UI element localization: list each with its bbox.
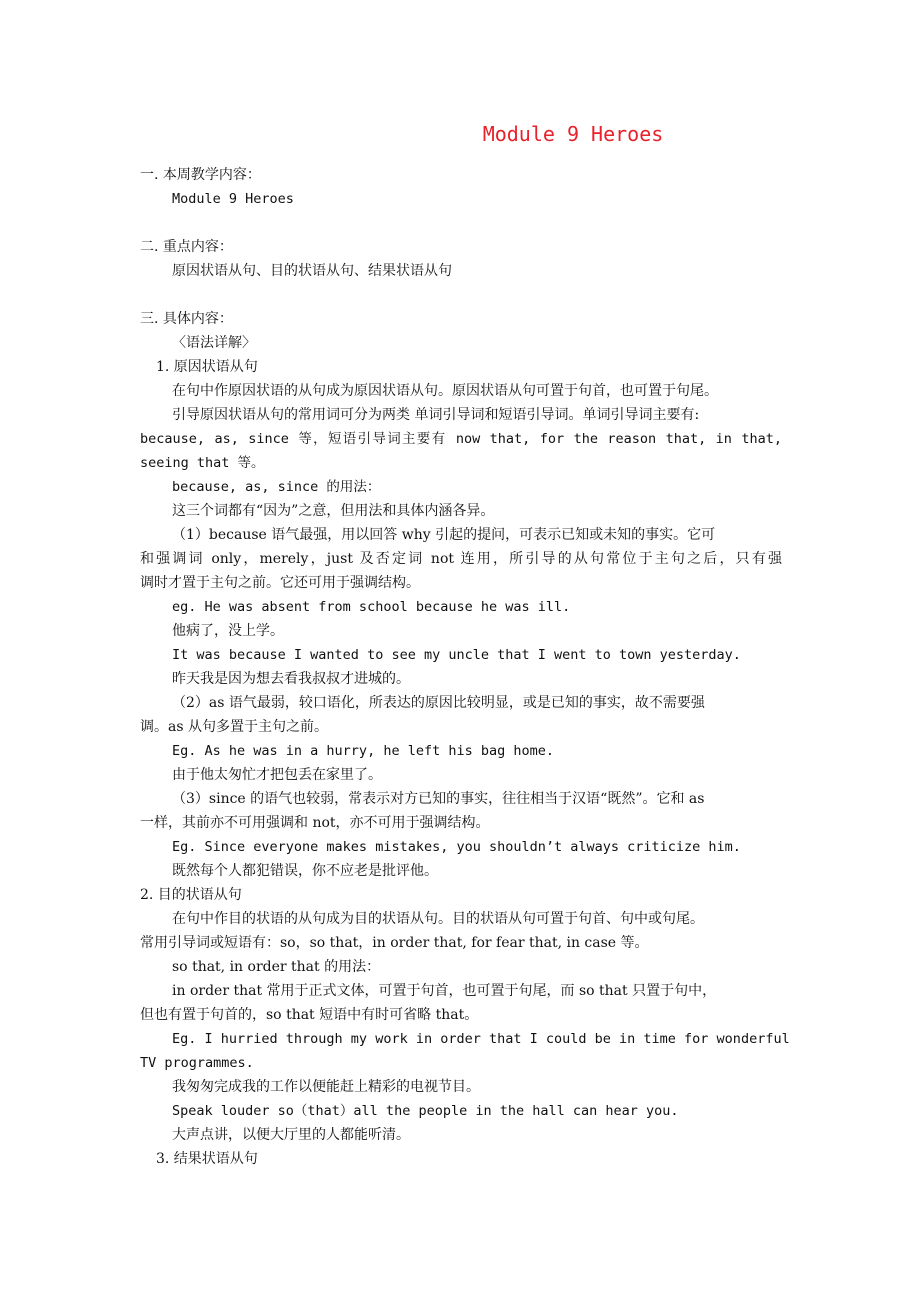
example-sentence: eg. He was absent from school because he was ill. xyxy=(172,599,571,615)
paragraph-line: seeing that 等。 xyxy=(140,455,265,471)
section-2-heading: 二. 重点内容： xyxy=(140,239,233,255)
subsection-2-heading: 2. 目的状语从句 xyxy=(140,887,242,903)
example-sentence: Eg. I hurried through my work in order that I could be in time for wonderful xyxy=(172,1031,790,1047)
paragraph-line: 这三个词都有“因为”之意，但用法和具体内涵各异。 xyxy=(172,503,495,519)
example-sentence: Eg. Since everyone makes mistakes, you shouldn’t always criticize him. xyxy=(172,839,741,855)
section-2-text: 原因状语从句、目的状语从句、结果状语从句 xyxy=(172,263,452,279)
paragraph-line: 在句中作原因状语的从句成为原因状语从句。原因状语从句可置于句首，也可置于句尾。 xyxy=(172,383,718,399)
page-title: Module 9 Heroes xyxy=(482,122,664,146)
paragraph-line: 和强调词 only，merely，just 及否定词 not 连用，所引导的从句常位于主句之后，只有强 xyxy=(140,551,782,567)
example-sentence: It was because I wanted to see my uncle that I went to town yesterday. xyxy=(172,647,741,663)
paragraph-line: 一样，其前亦不可用强调和 not，亦不可用于强调结构。 xyxy=(140,815,490,831)
subsection-1-heading: 1. 原因状语从句 xyxy=(156,359,258,375)
example-translation: 他病了，没上学。 xyxy=(172,623,284,639)
example-sentence: Speak louder so（that）all the people in the hall can hear you. xyxy=(172,1103,679,1119)
section-3-heading: 三. 具体内容： xyxy=(140,311,233,327)
section-1-text: Module 9 Heroes xyxy=(172,191,294,207)
paragraph-line: in order that 常用于正式文体，可置于句首，也可置于句尾，而 so that 只置于句中， xyxy=(172,983,717,999)
example-translation: 由于他太匆忙才把包丢在家里了。 xyxy=(172,767,382,783)
example-translation: 既然每个人都犯错误，你不应老是批评他。 xyxy=(172,863,438,879)
example-translation: 我匆匆完成我的工作以便能赶上精彩的电视节目。 xyxy=(172,1079,480,1095)
paragraph-line: 但也有置于句首的，so that 短语中有时可省略 that。 xyxy=(140,1007,479,1023)
paragraph-line: （2）as 语气最弱，较口语化，所表达的原因比较明显，或是已知的事实，故不需要强 xyxy=(172,695,705,711)
paragraph-line: 常用引导词或短语有：so，so that，in order that, for fear that, in case 等。 xyxy=(140,935,649,951)
paragraph-line: so that, in order that 的用法： xyxy=(172,959,381,975)
paragraph-line: （3）since 的语气也较弱，常表示对方已知的事实，往往相当于汉语“既然”。它和 as xyxy=(172,791,705,807)
example-translation: 大声点讲，以便大厅里的人都能听清。 xyxy=(172,1127,410,1143)
paragraph-line: 在句中作目的状语的从句成为目的状语从句。目的状语从句可置于句首、句中或句尾。 xyxy=(172,911,704,927)
paragraph-line: 调时才置于主句之前。它还可用于强调结构。 xyxy=(140,575,420,591)
subsection-3-heading: 3. 结果状语从句 xyxy=(156,1151,258,1167)
paragraph-line: 调。as 从句多置于主句之前。 xyxy=(140,719,328,735)
paragraph-line: （1）because 语气最强，用以回答 why 引起的提问，可表示已知或未知的事实。它可 xyxy=(172,527,716,543)
example-sentence: Eg. As he was in a hurry, he left his bag home. xyxy=(172,743,555,759)
paragraph-line: 引导原因状语从句的常用词可分为两类 单词引导词和短语引导词。单词引导词主要有: xyxy=(172,407,700,423)
grammar-label: 〈语法详解〉 xyxy=(172,335,256,351)
paragraph-line: because, as, since 的用法： xyxy=(172,479,381,495)
section-1-heading: 一. 本周教学内容： xyxy=(140,167,261,183)
example-translation: 昨天我是因为想去看我叔叔才进城的。 xyxy=(172,671,410,687)
example-sentence: TV programmes. xyxy=(140,1055,254,1071)
paragraph-line: because, as, since 等，短语引导词主要有 now that, for the reason that, in that, xyxy=(140,431,782,447)
